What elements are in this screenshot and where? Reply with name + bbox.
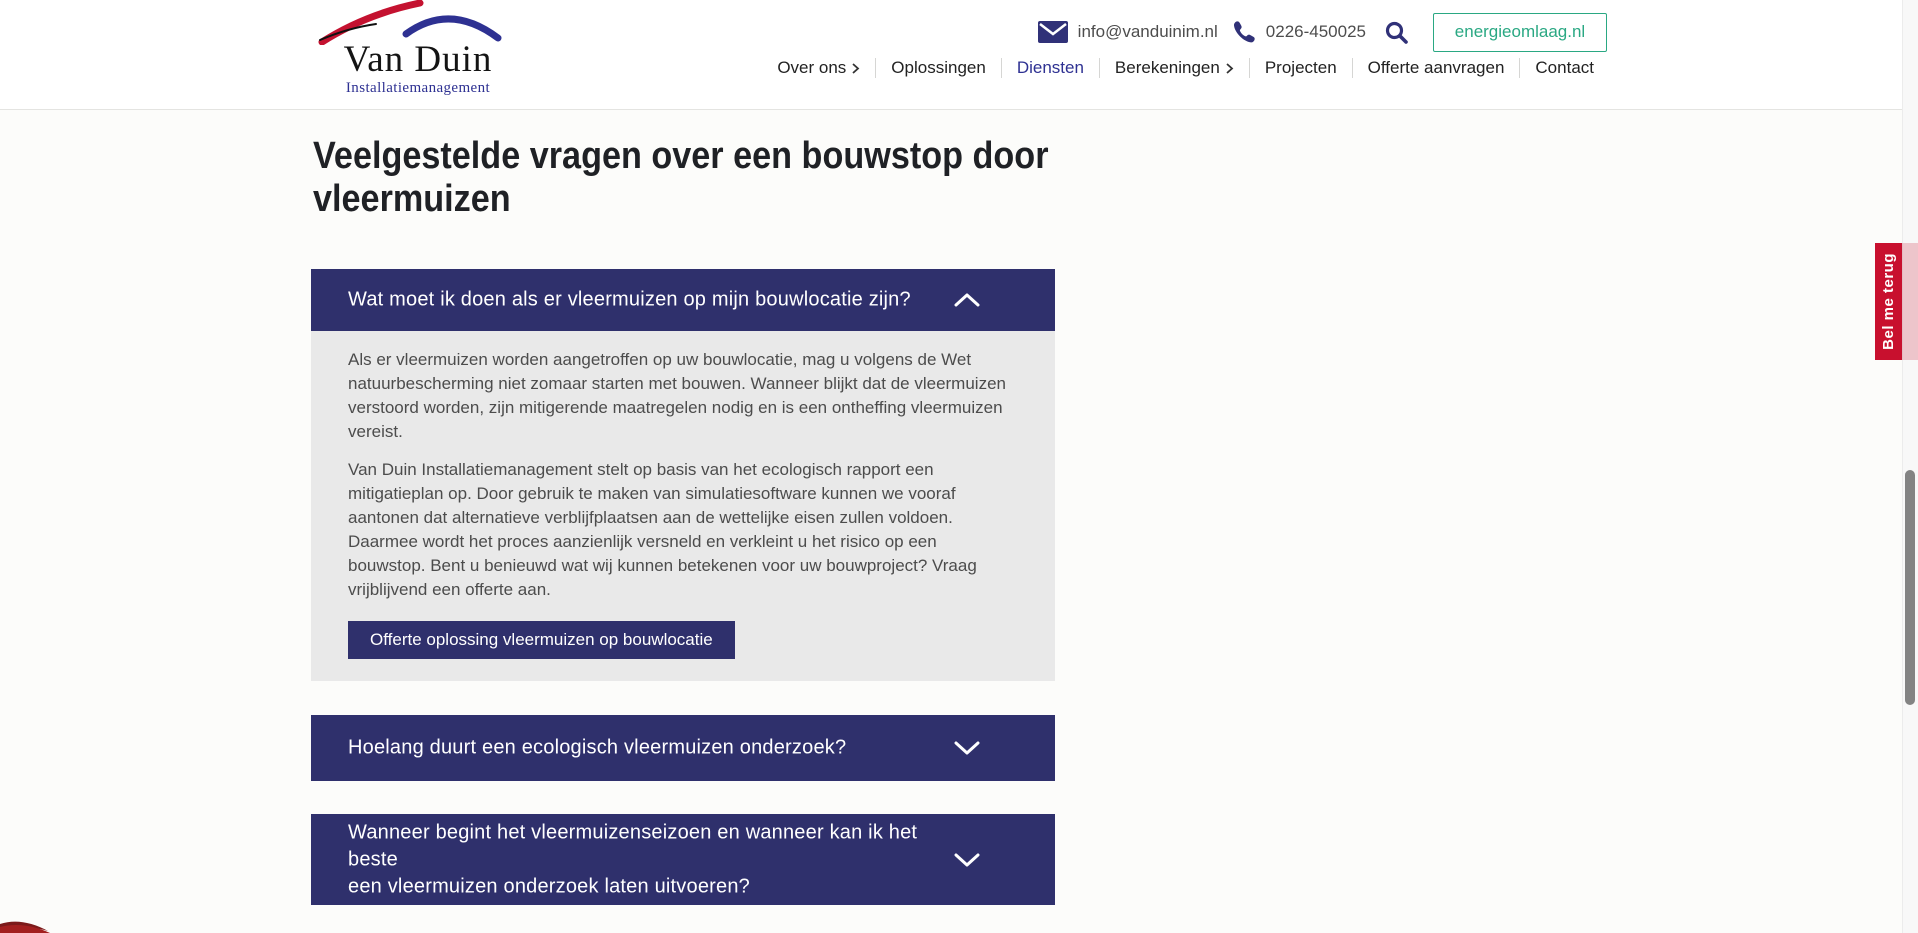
search-icon	[1384, 20, 1409, 45]
logo[interactable]	[318, 0, 508, 104]
chevron-up-icon	[954, 293, 980, 307]
nav-label: Diensten	[1016, 58, 1084, 77]
chevron-down-icon	[954, 741, 980, 755]
nav-label: Projecten	[1264, 58, 1337, 77]
bel-me-terug-tab[interactable]	[1875, 243, 1902, 360]
faq-answer-1-paragraph-1: Als er vleermuizen worden aangetroffen op uw bouwlocatie, mag u volgens de Wet natuurbescherming niet zomaar starten met bouwen. Wanneer blijkt dat de vleermuizen verstoord worden, zijn mitigerende maatregelen nodig en is een ontheffing vleermuizen vereist.	[348, 350, 1006, 441]
nav-item-contact[interactable]	[1520, 58, 1609, 78]
logo-name: Van Duin	[343, 39, 493, 80]
nav-label: Berekeningen	[1114, 58, 1220, 77]
faq-answer-1-paragraph-2: Van Duin Installatiemanagement stelt op basis van het ecologisch rapport een mitigatieplan op. Door gebruik te maken van simulatiesoftware kunnen we vooraf aantonen dat alternatieve verblijfplaatsen aan de wettelijke eisen zullen voldoen. Daarmee wordt het proces aanzienlijk versneld en verkleint u het risico op een bouwstop. Bent u benieuwd wat wij kunnen betekenen voor uw bouwproject? Vraag vrijblijvend een offerte aan.	[348, 460, 977, 599]
phone-icon	[1232, 20, 1256, 44]
page-title	[313, 135, 1049, 221]
nav-item-over-ons[interactable]	[762, 58, 875, 78]
nav-label: Offerte aanvragen	[1367, 58, 1505, 77]
site-header	[0, 0, 1918, 110]
phone-text: 0226-450025	[1265, 22, 1366, 41]
nav-label: Oplossingen	[891, 58, 986, 77]
faq-answer-1-panel	[311, 331, 1055, 681]
main-nav	[762, 55, 1609, 81]
scrollbar-track[interactable]	[1902, 0, 1918, 933]
faq-question-3-line1: Wanneer begint het vleermuizenseizoen en wanneer kan ik het beste	[348, 821, 918, 870]
scrollbar-thumb[interactable]	[1905, 470, 1915, 705]
search-button[interactable]	[1380, 20, 1413, 45]
faq-question-1-label: Wat moet ik doen als er vleermuizen op mijn bouwlocatie zijn?	[348, 288, 911, 311]
email-text: info@vanduinim.nl	[1077, 22, 1218, 41]
nav-item-projecten[interactable]	[1250, 58, 1352, 78]
corner-swoosh-graphic	[0, 907, 120, 933]
faq-question-3-label	[348, 819, 948, 900]
faq-question-2[interactable]	[311, 715, 1055, 781]
faq-question-3-line2: een vleermuizen onderzoek laten uitvoeren?	[348, 875, 750, 897]
bel-me-terug-label: Bel me terug	[1880, 253, 1897, 350]
offerte-oplossing-button[interactable]: Offerte oplossing vleermuizen op bouwlocatie	[348, 621, 735, 659]
faq-question-3[interactable]	[311, 814, 1055, 905]
email-link[interactable]	[1038, 21, 1218, 43]
chevron-right-icon	[851, 62, 860, 75]
faq-question-2-label: Hoelang duurt een ecologisch vleermuizen onderzoek?	[348, 736, 847, 759]
page-title-line2: vleermuizen	[313, 178, 511, 221]
callback-tab-tint	[1902, 243, 1918, 360]
nav-item-oplossingen[interactable]	[876, 58, 1001, 78]
chevron-right-icon	[1225, 62, 1234, 75]
phone-link[interactable]	[1232, 20, 1366, 44]
chevron-down-icon	[954, 853, 980, 867]
energieomlaag-button[interactable]: energieomlaag.nl	[1433, 13, 1607, 52]
envelope-icon	[1038, 21, 1068, 43]
nav-item-berekeningen[interactable]	[1100, 58, 1249, 78]
faq-question-1[interactable]	[311, 269, 1055, 331]
logo-subtitle: Installatiemanagement	[345, 80, 491, 96]
nav-item-diensten[interactable]	[1002, 58, 1099, 78]
nav-item-offerte-aanvragen[interactable]	[1353, 58, 1520, 78]
contact-bar	[1038, 12, 1607, 52]
page-title-line1: Veelgestelde vragen over een bouwstop door	[313, 135, 1049, 178]
nav-label: Contact	[1535, 58, 1594, 77]
nav-label: Over ons	[777, 58, 847, 77]
